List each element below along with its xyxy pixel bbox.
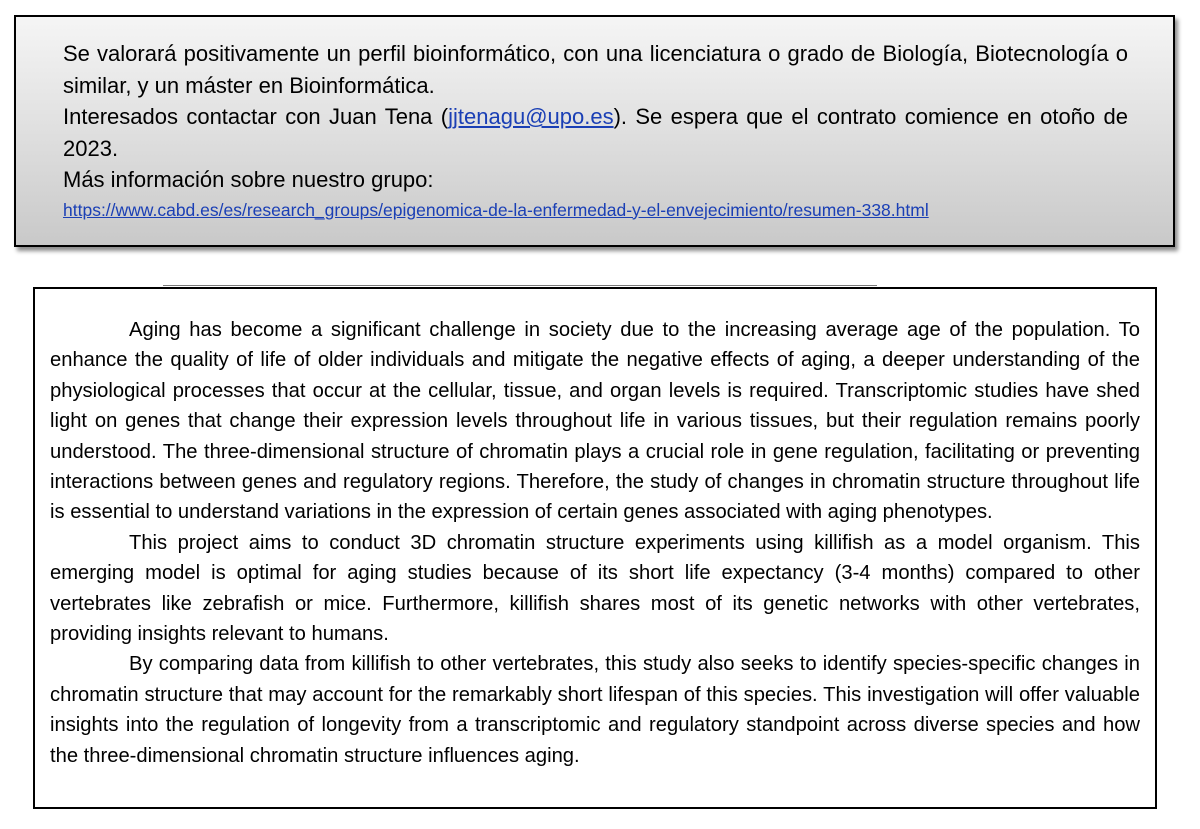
url-line	[63, 197, 1128, 223]
group-url-link[interactable]: https://www.cabd.es/es/research_groups/epigenomica-de-la-enfermedad-y-el-envejecimiento/resumen-338.html	[63, 199, 929, 220]
contact-intro: Interesados contactar con Juan Tena (	[63, 104, 449, 129]
job-notice-box	[14, 15, 1175, 247]
abstract-paragraph-3: By comparing data from killifish to other vertebrates, this study also seeks to identify species-specific changes in chromatin structure that may account for the remarkably short lifespan of this species. This investigation will offer valuable insights into the regulation of longevity from a transcriptomic and regulatory standpoint across diverse species and how the three-dimensional chromatin structure influences aging.	[50, 653, 1140, 767]
email-link[interactable]: jjtenagu@upo.es	[448, 104, 614, 129]
contact-outro: ). Se espera que el contrato comience en otoño de 2023.	[63, 104, 1128, 161]
abstract-paragraph-1: Aging has become a significant challenge in society due to the increasing average age of the population. To enhance the quality of life of older individuals and mitigate the negative effects of aging, a deeper understanding of the physiological processes that occur at the cellular, tissue, and organ levels is required. Transcriptomic studies have shed light on genes that change their expression levels throughout life in various tissues, but their regulation remains poorly understood. The three-dimensional structure of chromatin plays a crucial role in gene regulation, facilitating or preventing interactions between genes and regulatory regions. Therefore, the study of changes in chromatin structure throughout life is essential to understand variations in the expression of certain genes associated with aging phenotypes.	[50, 319, 1140, 524]
info-label: Más información sobre nuestro grupo:	[63, 167, 434, 192]
contact-text	[63, 101, 1128, 164]
project-abstract-box	[33, 287, 1157, 809]
abstract-paragraph-2: This project aims to conduct 3D chromatin structure experiments using killifish as a model organism. This emerging model is optimal for aging studies because of its short life expectancy (3-4 months) compared to other vertebrates like zebrafish or mice. Furthermore, killifish shares most of its genetic networks with other vertebrates, providing insights relevant to humans.	[50, 531, 1140, 646]
divider-line	[163, 285, 877, 286]
requirements-text: Se valorará positivamente un perfil bioinformático, con una licenciatura o grado de Biología, Biotecnología o similar, y un máster en Bioinformática.	[63, 41, 1128, 98]
